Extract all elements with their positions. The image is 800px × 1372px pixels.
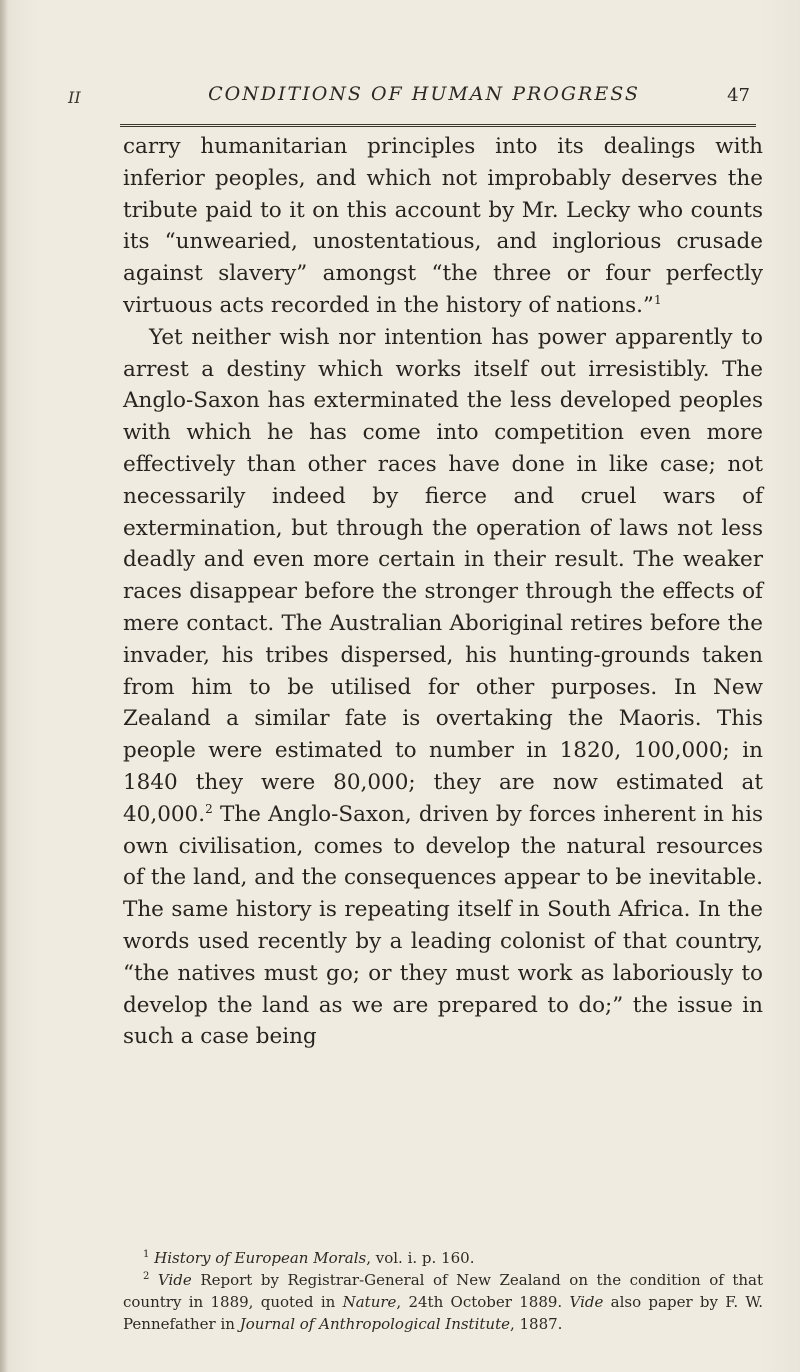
running-head [68, 76, 780, 116]
footnote-2-text-a: Report by Registrar-General of New Zealand on the condition of that country in 1889, quoted in [123, 1271, 763, 1311]
footnote-ref-2: 2 [205, 801, 213, 816]
paragraph-2-text-a: Yet neither wish nor intention has power apparently to arrest a destiny which works itself out irresistibly. The Anglo-Saxon has exterminated the less developed peoples with which he has come into competition even more effectively than other races have done in like case; not necessarily indeed by fierce and cruel wars of extermination, but through the operation of laws not less deadly and even more certain in their result. The weaker races disappear before the stronger through the effects of mere contact. The Australian Aboriginal retires before the invader, his tribes dispersed, his hunting-grounds taken from him to be utilised for other purposes. In New Zealand a similar fate is overtaking the Maoris. This people were estimated to number in 1820, 100,000; in 1840 they were 80,000; they are now estimated at 40,000. [123, 324, 763, 827]
footnote-2-nature: Nature [342, 1293, 397, 1311]
footnote-2-mark: 2 [143, 1271, 150, 1282]
footnote-2-vide-2: Vide [569, 1293, 604, 1311]
paragraph-1 [123, 131, 763, 322]
page-number: 47 [727, 85, 750, 106]
footnote-1-rest: , vol. i. p. 160. [366, 1249, 475, 1267]
footnote-2-text-d: , 1887. [509, 1315, 563, 1333]
header-rule [120, 124, 756, 127]
footnote-2-text-b: , 24th October 1889. [396, 1293, 570, 1311]
footnote-1-mark: 1 [143, 1249, 150, 1260]
spine-shadow [0, 0, 8, 1372]
footnote-1 [123, 1247, 763, 1269]
footnote-2 [123, 1269, 763, 1335]
footnote-2-text-c: also paper by F. W. Pennefather in [123, 1293, 763, 1333]
footnote-1-title: History of European Morals [154, 1249, 367, 1267]
body-text [123, 131, 763, 1053]
chapter-numeral: II [68, 88, 81, 107]
paragraph-2-text-b: The Anglo-Saxon, driven by forces inherent in his own civilisation, comes to develop the natural resources of the land, and the consequences appear to be inevitable. The same history is repeating itself in South Africa. In the words used recently by a leading colonist of that country, “the natives must go; or they must work as laboriously to develop the land as we are prepared to do;” the issue in such a case being [123, 801, 763, 1050]
paragraph-1-text: carry humanitarian principles into its dealings with inferior peoples, and which not improbably deserves the tribute paid to it on this account by Mr. Lecky who counts its “unwearied, unostentatious, and inglorious crusade against slavery” amongst “the three or four perfectly virtuous acts recorded in the history of nations.” [123, 134, 763, 318]
footnote-ref-1: 1 [653, 292, 662, 307]
footnote-2-vide: Vide [157, 1271, 192, 1289]
footnote-2-journal: Journal of Anthropological Institute [239, 1315, 510, 1333]
running-title: CONDITIONS OF HUMAN PROGRESS [208, 83, 640, 105]
paragraph-2 [123, 322, 763, 1053]
footnotes [123, 1247, 763, 1335]
